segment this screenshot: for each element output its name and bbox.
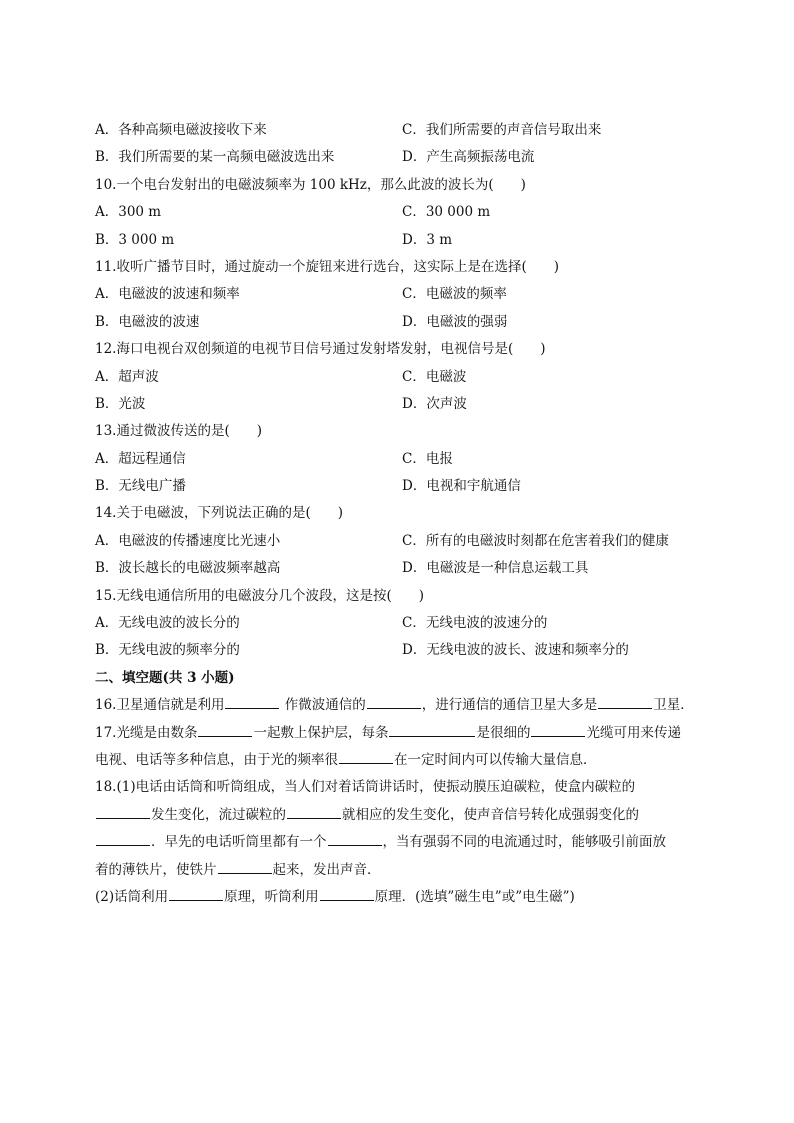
q17-blank-4[interactable] — [339, 762, 393, 764]
q18-line-5 — [95, 884, 715, 911]
q16-text-4: 卫星． — [653, 697, 694, 714]
q15-options-row-2 — [95, 637, 715, 664]
q13-stem: 13.通过微波传送的是( ) — [95, 423, 263, 440]
q14-stem: 14.关于电磁波，下列说法正确的是( ) — [95, 505, 344, 522]
q17-text-5: 电视、电话等多种信息，由于光的频率很 — [95, 751, 338, 768]
q14-options-row-2 — [95, 555, 715, 582]
q11-options-row-2 — [95, 309, 715, 336]
q12-option-b[interactable]: B．光波 — [95, 395, 146, 412]
q13-option-a[interactable]: A．超远程通信 — [95, 450, 186, 467]
q10-option-c[interactable]: C．30 000 m — [402, 204, 491, 221]
q10-option-d[interactable]: D．3 m — [402, 231, 453, 248]
q11-stem: 11.收听广播节目时，通过旋动一个旋钮来进行选台，这实际上是在选择( ) — [95, 258, 560, 275]
q12-option-d[interactable]: D．次声波 — [402, 395, 467, 412]
q17-blank-2[interactable] — [389, 735, 475, 737]
q18-text-9: 原理．(选填”磁生电”或”电生磁”) — [374, 888, 575, 905]
q18-blank-4[interactable] — [328, 844, 382, 846]
q16-text-2: 作微波通信的 — [280, 697, 366, 714]
q18-text-4: ，当有强弱不同的电流通过时，能够吸引前面放 — [382, 834, 666, 851]
q18-line-3 — [95, 829, 715, 856]
q10-option-b[interactable]: B．3 000 m — [95, 231, 175, 248]
q10-stem: 10.一个电台发射出的电磁波频率为 100 kHz，那么此波的波长为( ) — [95, 176, 526, 193]
exam-page — [95, 117, 715, 911]
q15-option-d[interactable]: D．无线电波的波长、波速和频率分的 — [402, 642, 629, 659]
q18-text-5: 着的薄铁片，使铁片 — [95, 861, 217, 878]
q17-text-2: 一起敷上保护层，每条 — [253, 724, 389, 741]
q16-blank-3[interactable] — [598, 707, 652, 709]
q18-text-7: (2)话筒利用 — [95, 888, 169, 905]
q18-text-2: 就相应的发生变化，使声音信号转化成强弱变化的 — [342, 806, 639, 823]
q18-text-3: ．早先的电话听筒里都有一个 — [151, 834, 327, 851]
q9-option-c[interactable]: C．我们所需要的声音信号取出来 — [402, 122, 602, 138]
q12-stem: 12.海口电视台双创频道的电视节目信号通过发射塔发射，电视信号是( ) — [95, 341, 546, 358]
q11-option-a[interactable]: A．电磁波的波速和频率 — [95, 286, 240, 303]
q13-options-row-1 — [95, 446, 715, 473]
q18-blank-3[interactable] — [96, 844, 150, 846]
q13-options-row-2 — [95, 473, 715, 500]
q11-option-b[interactable]: B．电磁波的波速 — [95, 313, 200, 330]
q15-stem: 15.无线电通信所用的电磁波分几个波段，这是按( ) — [95, 587, 425, 604]
q10-options-row-1 — [95, 199, 715, 226]
q18-blank-7[interactable] — [320, 899, 374, 901]
q10-options-row-2 — [95, 227, 715, 254]
q18-blank-1[interactable] — [96, 817, 150, 819]
q15-option-c[interactable]: C．无线电波的波速分的 — [402, 615, 548, 632]
q12-options-row-1 — [95, 364, 715, 391]
q13-option-d[interactable]: D．电视和宇航通信 — [402, 478, 521, 495]
q11-option-d[interactable]: D．电磁波的强弱 — [402, 313, 508, 330]
q15-options-row-1 — [95, 610, 715, 637]
q18-text-6: 起来，发出声音． — [272, 861, 381, 878]
q17-text-1: 17.光缆是由数条 — [95, 724, 198, 741]
q12-options-row-2 — [95, 391, 715, 418]
q14-option-c[interactable]: C．所有的电磁波时刻都在危害着我们的健康 — [402, 532, 669, 549]
section-fill-in-title: 二、填空题(共 3 小题) — [95, 669, 235, 686]
q11-option-c[interactable]: C．电磁波的频率 — [402, 286, 507, 303]
q18-blank-2[interactable] — [287, 817, 341, 819]
q18-blank-6[interactable] — [169, 899, 223, 901]
q18-line-1: 18.(1)电话由话筒和听筒组成，当人们对着话筒讲话时，使振动膜压迫碳粒，使盒内碳粒的 — [95, 779, 636, 796]
q18-text-1: 发生变化，流过碳粒的 — [151, 806, 286, 823]
q14-option-b[interactable]: B．波长越长的电磁波频率越高 — [95, 560, 281, 577]
q17-text-3: 是很细的 — [476, 724, 531, 741]
q16-text-1: 16.卫星通信就是利用 — [95, 697, 225, 714]
q17-text-4: 光缆可用来传递 — [586, 724, 681, 741]
q13-option-c[interactable]: C．电报 — [402, 450, 453, 467]
q17-text-6: 在一定时间内可以传输大量信息． — [394, 751, 597, 768]
q9-option-a[interactable]: A．各种高频电磁波接收下来 — [95, 122, 267, 138]
q9-option-d[interactable]: D．产生高频振荡电流 — [402, 149, 535, 166]
q16-line — [95, 692, 715, 719]
q18-line-2 — [95, 802, 715, 829]
q9-options-row-2 — [95, 144, 715, 171]
q12-option-a[interactable]: A．超声波 — [95, 368, 159, 385]
q14-option-d[interactable]: D．电磁波是一种信息运载工具 — [402, 560, 589, 577]
q18-blank-5[interactable] — [218, 872, 272, 874]
q17-blank-3[interactable] — [531, 735, 585, 737]
q13-option-b[interactable]: B．无线电广播 — [95, 478, 186, 495]
q10-option-a[interactable]: A．300 m — [95, 204, 162, 221]
q14-option-a[interactable]: A．电磁波的传播速度比光速小 — [95, 532, 281, 549]
q9-option-b[interactable]: B．我们所需要的某一高频电磁波选出来 — [95, 149, 335, 166]
q17-line-1 — [95, 720, 715, 747]
q12-option-c[interactable]: C．电磁波 — [402, 368, 467, 385]
q17-blank-1[interactable] — [198, 735, 252, 737]
q18-text-8: 原理，听筒利用 — [224, 888, 319, 905]
q14-options-row-1 — [95, 528, 715, 555]
q16-blank-2[interactable] — [367, 707, 421, 709]
q11-options-row-1 — [95, 281, 715, 308]
q18-line-4 — [95, 857, 715, 884]
q16-text-3: ，进行通信的通信卫星大多是 — [421, 697, 598, 714]
q17-line-2 — [95, 747, 715, 774]
q16-blank-1[interactable] — [225, 707, 279, 709]
q15-option-b[interactable]: B．无线电波的频率分的 — [95, 642, 240, 659]
q15-option-a[interactable]: A．无线电波的波长分的 — [95, 615, 240, 632]
q9-options-row-1 — [95, 117, 715, 144]
